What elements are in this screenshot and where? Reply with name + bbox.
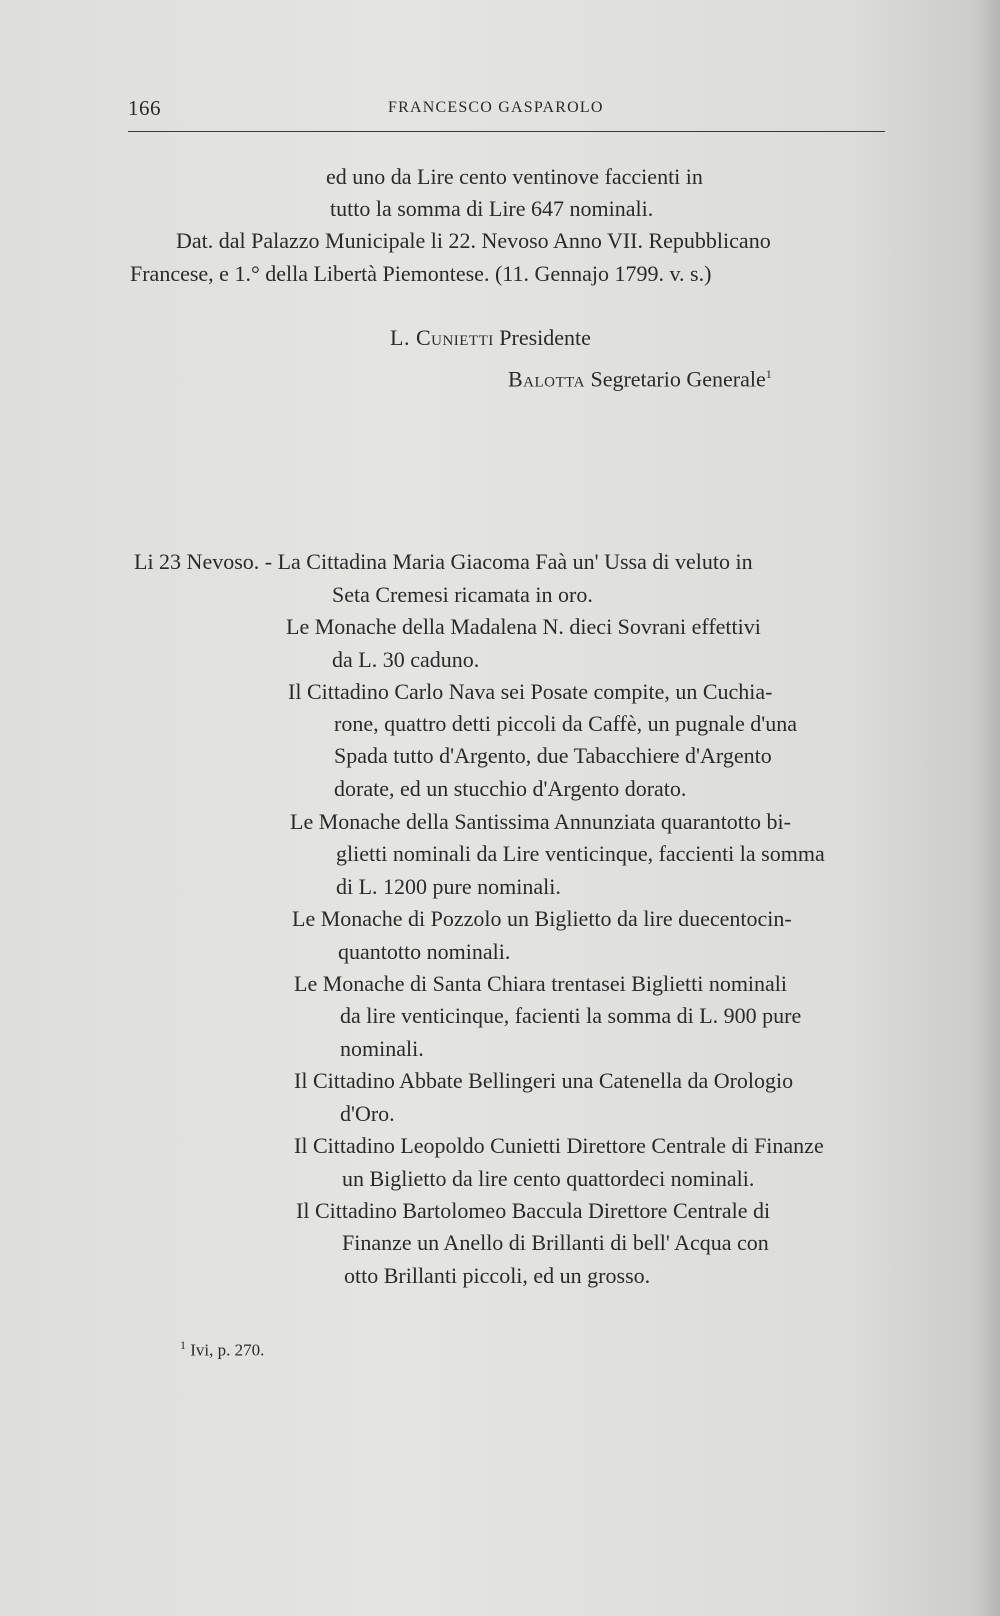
text-line: Francese, e 1.° della Libertà Piemontese. (11. Gennajo 1799. v. s.)	[130, 261, 712, 286]
signatory-role: Presidente	[493, 325, 591, 350]
text-line: un Biglietto da lire cento quattordeci nominali.	[342, 1166, 755, 1191]
text-line: da lire venticinque, facienti la somma di L. 900 pure	[340, 1003, 802, 1028]
text-line: Il Cittadino Carlo Nava sei Posate compite, un Cuchia-	[288, 679, 773, 704]
signature-secretary	[508, 368, 772, 390]
text-line: Il Cittadino Bartolomeo Baccula Direttore Centrale di	[296, 1198, 771, 1223]
text-line: d'Oro.	[340, 1101, 395, 1126]
text-line: glietti nominali da Lire venticinque, faccienti la somma	[336, 841, 825, 866]
footnote	[180, 1338, 264, 1361]
text-line: nominali.	[340, 1036, 424, 1061]
footnote-text: Ivi, p. 270.	[186, 1340, 265, 1360]
text-line: Li 23 Nevoso. - La Cittadina Maria Giacoma Faà un' Ussa di veluto in	[134, 549, 753, 574]
running-title: FRANCESCO GASPAROLO	[388, 99, 604, 116]
page-number: 166	[128, 96, 161, 120]
text-line: Le Monache di Pozzolo un Biglietto da lire duecentocin-	[292, 906, 792, 931]
footnote-marker: 1	[180, 1338, 186, 1352]
page-edge-shadow	[974, 0, 1000, 1616]
signatory-name: L. Cunietti	[390, 325, 494, 350]
text-line: rone, quattro detti piccoli da Caffè, un pugnale d'una	[334, 711, 797, 736]
text-line: Le Monache della Madalena N. dieci Sovrani effettivi	[286, 614, 761, 639]
footnote-ref: 1	[765, 367, 772, 381]
text-line: otto Brillanti piccoli, ed un grosso.	[344, 1263, 651, 1288]
text-line: di L. 1200 pure nominali.	[336, 874, 561, 899]
text-line: Seta Cremesi ricamata in oro.	[332, 582, 593, 607]
text-line: Dat. dal Palazzo Municipale li 22. Nevoso Anno VII. Repubblicano	[176, 228, 771, 253]
text-line: Il Cittadino Abbate Bellingeri una Catenella da Orologio	[294, 1068, 794, 1093]
text-line: Il Cittadino Leopoldo Cunietti Direttore Centrale di Finanze	[294, 1133, 824, 1158]
signature-president	[390, 327, 591, 349]
text-line: quantotto nominali.	[338, 939, 511, 964]
signatory-role: Segretario Generale	[584, 366, 766, 392]
text-line: Le Monache della Santissima Annunziata quarantotto bi-	[290, 809, 791, 834]
text-line: da L. 30 caduno.	[332, 647, 480, 672]
text-line: Finanze un Anello di Brillanti di bell' Acqua con	[342, 1230, 769, 1255]
text-line: ed uno da Lire cento ventinove faccienti in	[326, 164, 703, 189]
text-line: tutto la somma di Lire 647 nominali.	[330, 196, 654, 221]
signatory-name: Balotta	[508, 366, 585, 392]
text-line: dorate, ed un stucchio d'Argento dorato.	[334, 776, 687, 801]
text-line: Le Monache di Santa Chiara trentasei Biglietti nominali	[294, 971, 788, 996]
text-line: Spada tutto d'Argento, due Tabacchiere d'Argento	[334, 743, 772, 768]
header-rule	[128, 131, 885, 132]
